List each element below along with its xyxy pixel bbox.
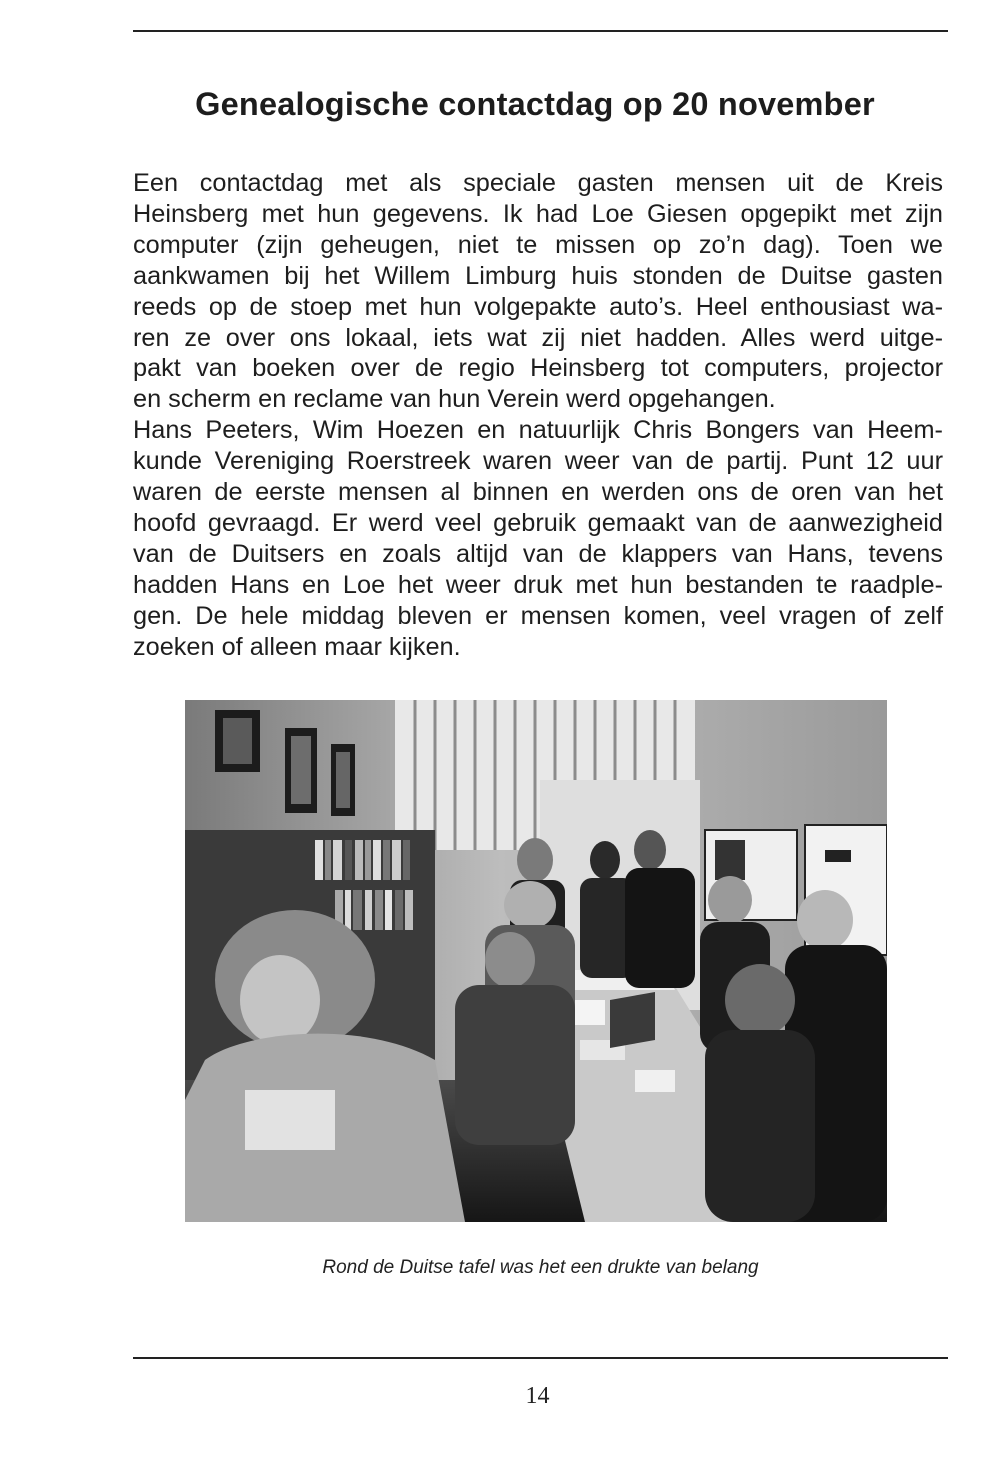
photo-illustration xyxy=(185,700,887,1222)
paragraph-2 xyxy=(133,415,943,662)
book-on-table xyxy=(635,1070,675,1092)
text-line: van de Duitsers en zoals altijd van de klappers van Hans, tevens xyxy=(133,539,943,568)
text-line: reeds op de stoep met hun volgepakte auto’s. Heel enthousiast wa- xyxy=(133,292,943,321)
text-line: ren ze over ons lokaal, iets wat zij niet hadden. Alles werd uitge- xyxy=(133,323,943,352)
text-line: en scherm en reclame van hun Verein werd opgehangen. xyxy=(133,385,776,414)
text-line: computer (zijn geheugen, niet te missen op zo’n dag). Toen we xyxy=(133,230,943,259)
page-number: 14 xyxy=(525,1383,550,1409)
bottom-rule xyxy=(133,1357,948,1359)
text-line: hadden Hans en Loe het weer druk met hun bestanden te raadple- xyxy=(133,570,943,599)
photo-caption: Rond de Duitse tafel was het een drukte van belang xyxy=(322,1257,759,1278)
text-line: zoeken of alleen maar kijken. xyxy=(133,632,461,661)
article-title: Genealogische contactdag op 20 november xyxy=(195,86,875,122)
text-line: pakt van boeken over de regio Heinsberg tot computers, projector xyxy=(133,354,943,383)
article-body xyxy=(133,168,943,663)
text-line: kunde Vereniging Roerstreek waren weer van de partij. Punt 12 uur xyxy=(133,447,943,476)
text-line: aankwamen bij het Willem Limburg huis stonden de Duitse gasten xyxy=(133,261,943,290)
text-line: Heinsberg met hun gegevens. Ik had Loe Giesen opgepikt met zijn xyxy=(133,199,943,228)
laptop xyxy=(610,992,655,1048)
text-line: Een contactdag met als speciale gasten mensen uit de Kreis xyxy=(133,169,943,197)
text-line: hoofd gevraagd. Er werd veel gebruik gemaakt van de aanwezigheid xyxy=(133,508,943,537)
top-rule xyxy=(133,30,948,32)
text-line: Hans Peeters, Wim Hoezen en natuurlijk Chris Bongers van Heem- xyxy=(133,416,943,445)
paragraph-1 xyxy=(133,168,943,415)
text-line: waren de eerste mensen al binnen en werden ons de oren van het xyxy=(133,478,943,507)
event-photo xyxy=(185,700,887,1222)
text-line: gen. De hele middag bleven er mensen komen, veel vragen of zelf xyxy=(133,601,943,630)
